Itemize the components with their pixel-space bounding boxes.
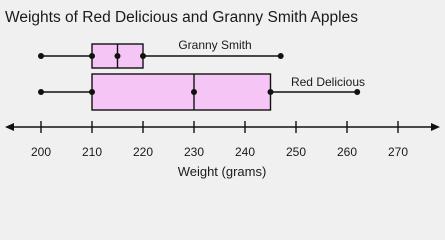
chart-title: Weights of Red Delicious and Granny Smith Apples xyxy=(5,9,358,26)
x-axis-left-arrow xyxy=(5,123,14,131)
box-iqr xyxy=(92,74,271,110)
x-tick-label: 240 xyxy=(234,145,256,159)
x-tick-label: 220 xyxy=(132,145,154,159)
x-tick-label: 250 xyxy=(285,145,307,159)
x-axis-right-arrow xyxy=(431,123,440,131)
box-series-granny-smith xyxy=(38,38,284,68)
point-median xyxy=(115,53,121,59)
point-q3 xyxy=(140,53,146,59)
point-median xyxy=(191,89,197,95)
x-axis-label: Weight (grams) xyxy=(177,164,267,179)
point-max xyxy=(354,89,360,95)
x-tick-label: 200 xyxy=(30,145,52,159)
series-label: Red Delicious xyxy=(290,75,366,89)
x-tick-label: 270 xyxy=(387,145,409,159)
point-q1 xyxy=(89,89,95,95)
point-min xyxy=(38,53,44,59)
point-min xyxy=(38,89,44,95)
box-series-red-delicious xyxy=(38,74,365,110)
plot-area xyxy=(5,38,440,159)
point-max xyxy=(278,53,284,59)
x-tick-label: 230 xyxy=(183,145,205,159)
point-q1 xyxy=(89,53,95,59)
point-q3 xyxy=(268,89,274,95)
x-tick-label: 210 xyxy=(81,145,103,159)
series-label: Granny Smith xyxy=(178,38,252,52)
x-tick-label: 260 xyxy=(336,145,358,159)
x-axis xyxy=(5,121,440,159)
